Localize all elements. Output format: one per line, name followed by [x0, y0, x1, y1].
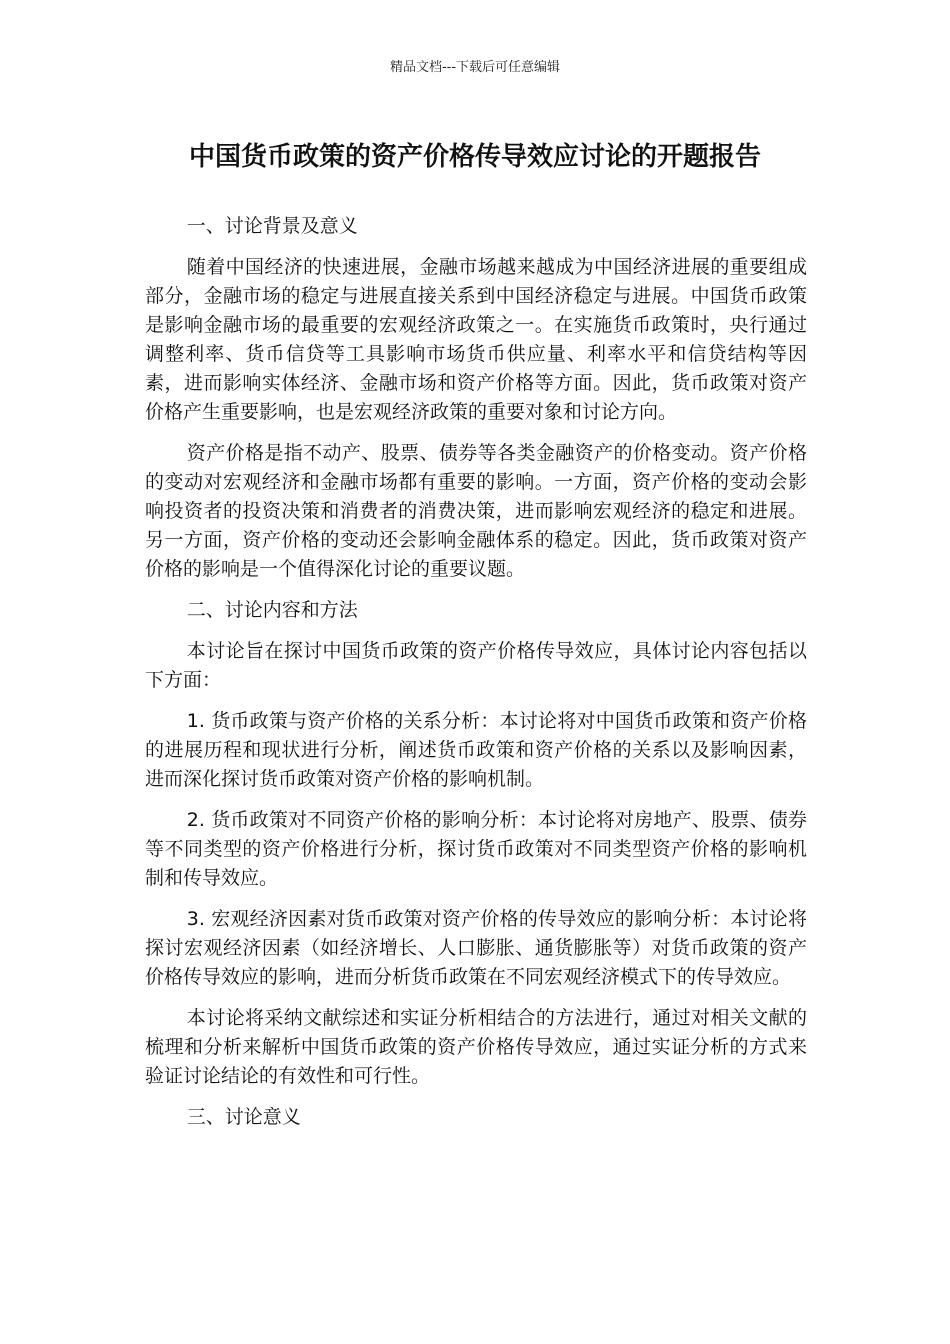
header-note: 精品文档---下载后可任意编辑: [389, 60, 561, 75]
paragraph: 本讨论将采纳文献综述和实证分析相结合的方法进行，通过对相关文献的梳理和分析来解析中国货币政策的资产价格传导效应，通过实证分析的方式来验证讨论结论的有效性和可行性。: [145, 1007, 807, 1087]
section-heading-background: 一、讨论背景及意义: [186, 215, 358, 237]
list-item: 1. 货币政策与资产价格的关系分析：本讨论将对中国货币政策和资产价格的进展历程和现状进行分析，阐述货币政策和资产价格的关系以及影响因素，进而深化探讨货币政策对资产价格的影响机制。: [145, 710, 807, 790]
document-body: [145, 212, 807, 1144]
section-heading-content-methods: 二、讨论内容和方法: [186, 599, 358, 621]
paragraph: 随着中国经济的快速进展，金融市场越来越成为中国经济进展的重要组成部分，金融市场的稳定与进展直接关系到中国经济稳定与进展。中国货币政策是影响金融市场的最重要的宏观经济政策之一。在实施货币政策时，央行通过调整利率、货币信贷等工具影响市场货币供应量、利率水平和信贷结构等因素，进而影响实体经济、金融市场和资产价格等方面。因此，货币政策对资产价格产生重要影响，也是宏观经济政策的重要对象和讨论方向。: [145, 256, 807, 423]
list-item: 3. 宏观经济因素对货币政策对资产价格的传导效应的影响分析：本讨论将探讨宏观经济因素（如经济增长、人口膨胀、通货膨胀等）对货币政策的资产价格传导效应的影响，进而分析货币政策在不同宏观经济模式下的传导效应。: [145, 908, 807, 988]
paragraph: 本讨论旨在探讨中国货币政策的资产价格传导效应，具体讨论内容包括以下方面：: [145, 640, 807, 691]
paragraph: 资产价格是指不动产、股票、债券等各类金融资产的价格变动。资产价格的变动对宏观经济和金融市场都有重要的影响。一方面，资产价格的变动会影响投资者的投资决策和消费者的消费决策，进而影响宏观经济的稳定和进展。另一方面，资产价格的变动还会影响金融体系的稳定。因此，货币政策对资产价格的影响是一个值得深化讨论的重要议题。: [145, 442, 807, 580]
document-title: 中国货币政策的资产价格传导效应讨论的开题报告: [188, 142, 761, 172]
section-heading-significance: 三、讨论意义: [186, 1106, 301, 1128]
list-item: 2. 货币政策对不同资产价格的影响分析：本讨论将对房地产、股票、债券等不同类型的资产价格进行分析，探讨货币政策对不同类型资产价格的影响机制和传导效应。: [145, 809, 807, 889]
